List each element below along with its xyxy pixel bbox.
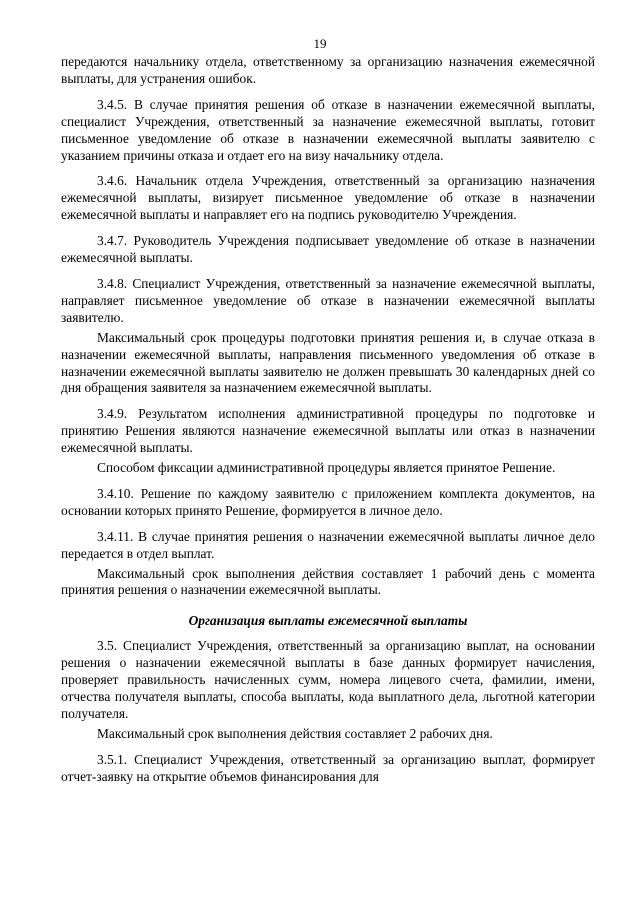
section-heading: Организация выплаты ежемесячной выплаты [188, 613, 468, 629]
paragraph: Способом фиксации административной процедуры является принятое Решение. [97, 460, 556, 476]
page-number: 19 [313, 36, 327, 51]
paragraph: 3.4.11. В случае принятия решения о назначении ежемесячной выплаты личное дело передается в отдел выплат. [61, 528, 595, 561]
paragraph: Максимальный срок выполнения действия составляет 2 рабочих дня. [97, 725, 493, 741]
paragraph: 3.4.5. В случае принятия решения об отказе в назначении ежемесячной выплаты, специалист Учреждения, ответственный за назначение ежемесячной выплаты, готовит письменное уведомление об отказе в назначении ежемесячной выплаты заявителю с указанием причины отказа и отдает его на визу начальнику отдела. [61, 96, 595, 163]
paragraph: 3.4.8. Специалист Учреждения, ответственный за назначение ежемесячной выплаты, направляет письменное уведомление об отказе в назначении ежемесячной выплаты заявителю. [61, 275, 595, 325]
paragraph: 3.4.9. Результатом исполнения административной процедуры по подготовке и принятию Решения являются назначение ежемесячной выплаты или отказ в назначении ежемесячной выплаты. [61, 406, 595, 456]
paragraph: Максимальный срок выполнения действия составляет 1 рабочий день с момента принятия решения о назначении ежемесячной выплаты. [61, 565, 595, 598]
paragraph: Максимальный срок процедуры подготовки принятия решения и, в случае отказа в назначении ежемесячной выплаты, направления письменного уведомления об отказе в назначении ежемесячной выплаты заявителю не должен превышать 30 календарных дней со дня обращения заявителя за назначением ежемесячной выплаты. [61, 329, 595, 396]
paragraph: 3.4.7. Руководитель Учреждения подписывает уведомление об отказе в назначении ежемесячной выплаты. [61, 233, 595, 266]
paragraph: 3.4.10. Решение по каждому заявителю с приложением комплекта документов, на основании которых принято Решение, формируется в личное дело. [61, 485, 595, 518]
paragraph: 3.5. Специалист Учреждения, ответственный за организацию выплат, на основании решения о назначении ежемесячной выплаты в базе данных формирует начисления, проверяет правильность начисленных сумм, номера лицевого счета, фамилии, имени, отчества получателя выплаты, способа выплаты, кода выплатного дела, льготной категории получателя. [61, 638, 595, 721]
document-body [61, 54, 595, 786]
paragraph: 3.5.1. Специалист Учреждения, ответственный за организацию выплат, формирует отчет-заявку на открытие объемов финансирования для [61, 751, 595, 784]
paragraph: 3.4.6. Начальник отдела Учреждения, ответственный за организацию назначения ежемесячной выплаты, визирует письменное уведомление об отказе в назначении ежемесячной выплаты и направляет его на подпись руководителю Учреждения. [61, 173, 595, 223]
paragraph: передаются начальнику отдела, ответственному за организацию назначения ежемесячной выплаты, для устранения ошибок. [61, 54, 595, 86]
